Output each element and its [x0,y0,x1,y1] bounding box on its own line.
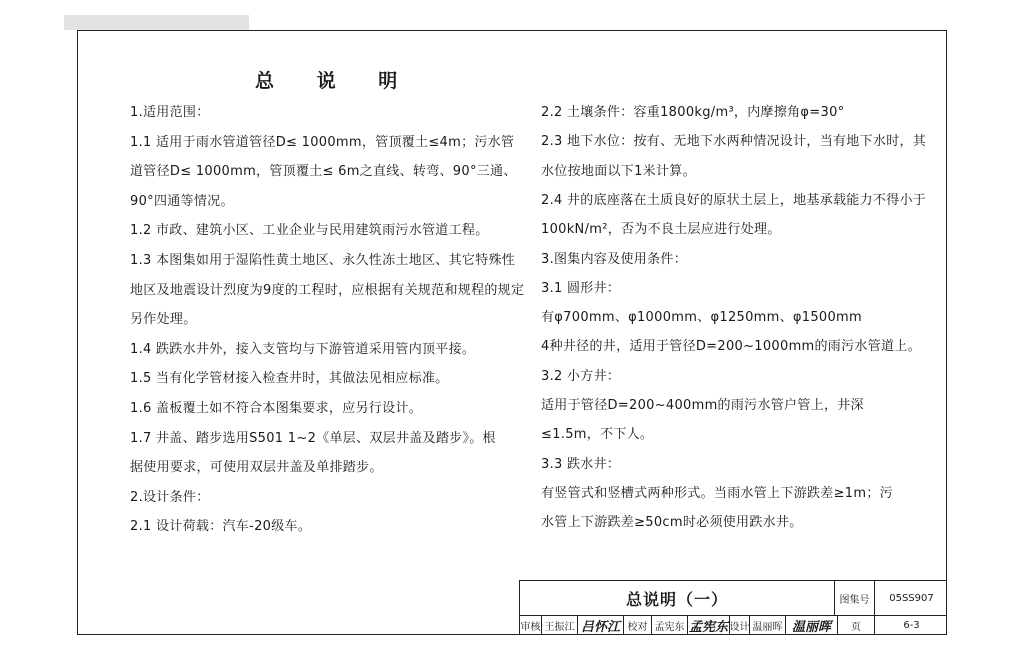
reviewer-label: 审核 [520,615,542,635]
text-line: 2.设计条件： [130,489,210,505]
text-line: 1.3 本图集如用于湿陷性黄土地区、永久性冻土地区、其它特殊性 [130,253,516,268]
text-line: 1.适用范围： [130,105,210,120]
atlas-number-label: 图集号 [835,581,875,615]
text-line: 水管上下游跌差≥50cm时必须使用跌水井。 [541,515,803,531]
text-line: 100kN/m²，否为不良土层应进行处理。 [541,222,781,238]
text-line: 90°四通等情况。 [130,193,234,209]
text-line: 地区及地震设计烈度为9度的工程时，应根据有关规范和规程的规定 [130,282,525,298]
text-line: 适用于管径D=200~400mm的雨污水管户管上，井深 [541,398,864,413]
text-line: 3.3 跌水井： [541,456,621,472]
atlas-number: 05SS907 [889,592,934,604]
text-line: 1.5 当有化学管材接入检查井时，其做法见相应标准。 [130,371,449,387]
page-label: 页 [838,615,875,635]
text-line: 1.4 跌跌水井外，接入支管均与下游管道采用管内顶平接。 [130,341,476,357]
designer-name: 温丽晖 [750,615,786,635]
text-line: 2.1 设计荷载：汽车-20级车。 [130,519,312,535]
drawing-title: 总说明（一） [520,581,835,615]
text-line: 水位按地面以下1米计算。 [541,163,696,179]
reviewer-signature: 吕怀江 [578,615,624,635]
scan-corner-mark [64,15,249,30]
text-line: 2.4 井的底座落在土质良好的原状土层上，地基承载能力不得小于 [541,192,927,208]
designer-signature: 温丽晖 [786,615,838,635]
designer-label: 设计 [730,615,750,635]
checker-label: 校对 [624,615,652,635]
text-line: 据使用要求，可使用双层井盖及单排踏步。 [130,460,383,476]
page-number: 6-3 [903,619,920,631]
text-line: 道管径D≤ 1000mm，管顶覆土≤ 6m之直线、转弯、90°三通、 [130,164,517,180]
text-line: 2.3 地下水位：按有、无地下水两种情况设计，当有地下水时，其 [541,134,927,150]
text-line: 1.2 市政、建筑小区、工业企业与民用建筑雨污水管道工程。 [130,223,489,239]
reviewer-name: 王振江 [542,615,578,635]
text-line: ≤1.5m，不下人。 [541,427,654,443]
text-line: 有竖管式和竖槽式两种形式。当雨水管上下游跌差≥1m；污 [541,485,893,501]
text-line: 4种井径的井，适用于管径D=200~1000mm的雨污水管道上。 [541,339,921,355]
page-title: 总 说 明 [255,70,416,92]
checker-name: 孟宪东 [652,615,688,635]
text-line: 1.6 盖板覆土如不符合本图集要求，应另行设计。 [130,401,423,416]
text-line: 另作处理。 [130,312,197,328]
text-line: 3.图集内容及使用条件： [541,251,688,267]
text-line: 2.2 土壤条件：容重1800kg/m³，内摩擦角φ=30° [541,105,845,120]
title-block [519,580,947,635]
text-line: 3.1 圆形井： [541,280,621,296]
text-line: 有φ700mm、φ1000mm、φ1250mm、φ1500mm [541,310,862,326]
text-line: 1.1 适用于雨水管道管径D≤ 1000mm，管顶覆土≤4m；污水管 [130,134,515,150]
text-line: 1.7 井盖、踏步选用S501 1~2《单层、双层井盖及踏步》。根 [130,430,496,446]
checker-signature: 孟宪东 [688,615,730,635]
text-line: 3.2 小方井： [541,368,621,384]
